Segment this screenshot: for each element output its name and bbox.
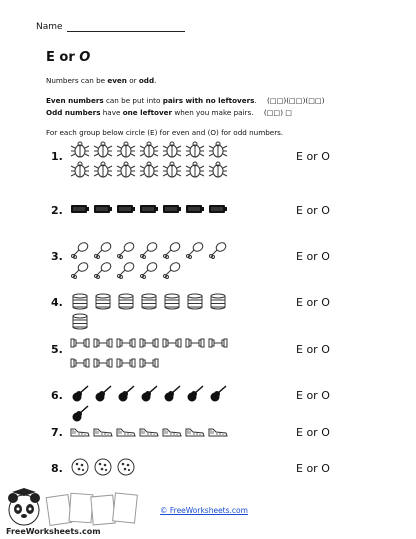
dumbbell-icon xyxy=(70,354,90,372)
shoe-icon xyxy=(70,422,90,440)
footer-brand: FreeWorksheets.com xyxy=(6,527,101,536)
guitar-icon xyxy=(162,385,182,403)
battery-icon xyxy=(93,200,113,218)
shoe-icon xyxy=(93,422,113,440)
drumstick-icon xyxy=(70,261,90,279)
answer-choice-e-or-o[interactable]: E or O xyxy=(296,250,330,263)
footer-graphic xyxy=(4,488,154,528)
battery-icon xyxy=(116,200,136,218)
even-pairs-example: (□□)(□□)(□□) xyxy=(267,96,325,105)
shoe-icon xyxy=(208,422,228,440)
beetle-icon xyxy=(93,161,113,179)
dumbbell-icon xyxy=(93,334,113,352)
question-number: 8. xyxy=(51,462,63,475)
shoe-icon xyxy=(139,422,159,440)
icon-group-1 xyxy=(70,141,250,181)
cookie-icon xyxy=(93,458,113,476)
drumstick-icon xyxy=(70,241,90,259)
beetle-icon xyxy=(70,141,90,159)
beetle-icon xyxy=(208,141,228,159)
coin-stack-icon xyxy=(185,292,205,310)
coin-stack-icon xyxy=(93,292,113,310)
drumstick-icon xyxy=(185,241,205,259)
dumbbell-icon xyxy=(70,334,90,352)
question-number: 4. xyxy=(51,296,63,309)
shoe-icon xyxy=(162,422,182,440)
battery-icon xyxy=(70,200,90,218)
dumbbell-icon xyxy=(93,354,113,372)
answer-choice-e-or-o[interactable]: E or O xyxy=(296,150,330,163)
answer-choice-e-or-o[interactable]: E or O xyxy=(296,296,330,309)
question-number: 6. xyxy=(51,389,63,402)
drumstick-icon xyxy=(162,241,182,259)
guitar-icon xyxy=(116,385,136,403)
coin-stack-icon xyxy=(116,292,136,310)
panda-mascot-icon xyxy=(8,488,40,525)
icon-group-4 xyxy=(70,292,250,332)
guitar-icon xyxy=(93,385,113,403)
beetle-icon xyxy=(162,141,182,159)
beetle-icon xyxy=(185,161,205,179)
beetle-icon xyxy=(70,161,90,179)
shoe-icon xyxy=(116,422,136,440)
shoe-icon xyxy=(185,422,205,440)
battery-icon xyxy=(139,200,159,218)
guitar-icon xyxy=(185,385,205,403)
dumbbell-icon xyxy=(116,354,136,372)
answer-choice-e-or-o[interactable]: E or O xyxy=(296,343,330,356)
question-number: 2. xyxy=(51,204,63,217)
coin-stack-icon xyxy=(139,292,159,310)
battery-icon xyxy=(208,200,228,218)
drumstick-icon xyxy=(116,241,136,259)
beetle-icon xyxy=(139,161,159,179)
worksheet-stack-icon xyxy=(46,493,137,525)
answer-choice-e-or-o[interactable]: E or O xyxy=(296,426,330,439)
coin-stack-icon xyxy=(70,312,90,330)
guitar-icon xyxy=(70,405,90,423)
name-line[interactable] xyxy=(67,22,185,32)
name-label: Name xyxy=(36,22,63,32)
dumbbell-icon xyxy=(116,334,136,352)
guitar-icon xyxy=(70,385,90,403)
beetle-icon xyxy=(93,141,113,159)
question-number: 3. xyxy=(51,250,63,263)
beetle-icon xyxy=(139,141,159,159)
drumstick-icon xyxy=(116,261,136,279)
beetle-icon xyxy=(116,161,136,179)
beetle-icon xyxy=(162,161,182,179)
icon-group-8 xyxy=(70,458,250,478)
battery-icon xyxy=(185,200,205,218)
dumbbell-icon xyxy=(208,334,228,352)
odd-pairs-example: (□□) □ xyxy=(263,108,293,117)
intro-line-2: Even numbers can be put into pairs with no leftovers. (□□)(□□)(□□) xyxy=(46,96,325,105)
question-number: 1. xyxy=(51,150,63,163)
beetle-icon xyxy=(116,141,136,159)
intro-line-1: Numbers can be even or odd. xyxy=(46,76,157,85)
coin-stack-icon xyxy=(208,292,228,310)
icon-group-7 xyxy=(70,422,250,442)
drumstick-icon xyxy=(208,241,228,259)
cookie-icon xyxy=(116,458,136,476)
intro-line-3: Odd numbers have one leftover when you make pairs. (□□) □ xyxy=(46,108,293,117)
drumstick-icon xyxy=(162,261,182,279)
beetle-icon xyxy=(208,161,228,179)
icon-group-6 xyxy=(70,385,250,425)
dumbbell-icon xyxy=(139,354,159,372)
drumstick-icon xyxy=(93,241,113,259)
cookie-icon xyxy=(70,458,90,476)
coin-stack-icon xyxy=(162,292,182,310)
icon-group-3 xyxy=(70,241,250,281)
drumstick-icon xyxy=(139,241,159,259)
page-title xyxy=(46,50,90,65)
guitar-icon xyxy=(208,385,228,403)
title-text: E or xyxy=(46,50,80,65)
beetle-icon xyxy=(185,141,205,159)
coin-stack-icon xyxy=(70,292,90,310)
instruction-text: For each group below circle (E) for even and (O) for odd numbers. xyxy=(46,128,284,137)
dumbbell-icon xyxy=(139,334,159,352)
drumstick-icon xyxy=(93,261,113,279)
dumbbell-icon xyxy=(162,334,182,352)
footer-link[interactable]: © FreeWorksheets.com xyxy=(160,506,248,515)
icon-group-5 xyxy=(70,334,250,374)
icon-group-2 xyxy=(70,200,250,220)
name-field[interactable] xyxy=(36,22,185,32)
guitar-icon xyxy=(139,385,159,403)
question-number: 7. xyxy=(51,426,63,439)
battery-icon xyxy=(162,200,182,218)
dumbbell-icon xyxy=(185,334,205,352)
title-letter: O xyxy=(79,50,91,65)
drumstick-icon xyxy=(139,261,159,279)
answer-choice-e-or-o[interactable]: E or O xyxy=(296,389,330,402)
question-number: 5. xyxy=(51,343,63,356)
answer-choice-e-or-o[interactable]: E or O xyxy=(296,462,330,475)
answer-choice-e-or-o[interactable]: E or O xyxy=(296,204,330,217)
